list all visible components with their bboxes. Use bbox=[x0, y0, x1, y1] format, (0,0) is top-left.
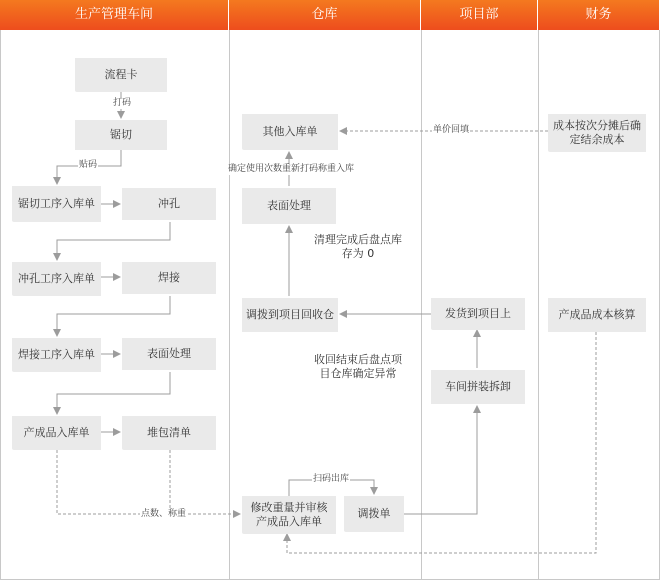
label-unit-price: 单价回填 bbox=[433, 125, 470, 135]
lane-warehouse: 仓库 bbox=[229, 0, 421, 30]
node-welding: 焊接 bbox=[122, 262, 216, 294]
node-transfer-recovery: 调拨到项目回收仓 bbox=[242, 298, 338, 332]
node-punching: 冲孔 bbox=[122, 188, 216, 220]
node-workshop-assembly: 车间拼装拆卸 bbox=[431, 370, 525, 404]
node-surface-treatment-production: 表面处理 bbox=[122, 338, 216, 370]
label-scan-out: 扫码出库 bbox=[313, 474, 350, 484]
node-sawing: 锯切 bbox=[75, 120, 167, 150]
node-other-receipt: 其他入库单 bbox=[242, 114, 338, 150]
label-print-code: 打码 bbox=[113, 98, 132, 108]
note-inventory-zero: 清理完成后盘点库存为 0 bbox=[310, 230, 406, 264]
node-sawing-receipt: 锯切工序入库单 bbox=[12, 186, 101, 222]
node-flow-card: 流程卡 bbox=[75, 58, 167, 92]
label-count-weigh: 点数、称重 bbox=[141, 509, 187, 519]
label-confirm-usage: 确定使用次数重新打码称重入库 bbox=[228, 164, 355, 174]
node-modify-weight: 修改重量并审核产成品入库单 bbox=[242, 496, 336, 534]
label-stick-code: 贴码 bbox=[79, 160, 98, 170]
node-cost-allocation: 成本按次分摊后确定结余成本 bbox=[548, 114, 646, 152]
lane-production: 生产管理车间 bbox=[0, 0, 229, 30]
note-recovery-check: 收回结束后盘点项目仓库确定异常 bbox=[312, 350, 404, 384]
node-welding-receipt: 焊接工序入库单 bbox=[12, 338, 101, 372]
node-ship-to-project: 发货到项目上 bbox=[431, 298, 525, 330]
lane-project: 项目部 bbox=[421, 0, 538, 30]
node-surface-treatment-warehouse: 表面处理 bbox=[242, 188, 336, 224]
node-stacking-list: 堆包清单 bbox=[122, 416, 216, 450]
node-transfer-order: 调拨单 bbox=[344, 496, 404, 532]
lane-finance: 财务 bbox=[538, 0, 660, 30]
node-punching-receipt: 冲孔工序入库单 bbox=[12, 262, 101, 296]
node-finished-cost-accounting: 产成品成本核算 bbox=[548, 298, 646, 332]
node-finished-goods-receipt: 产成品入库单 bbox=[12, 416, 101, 450]
